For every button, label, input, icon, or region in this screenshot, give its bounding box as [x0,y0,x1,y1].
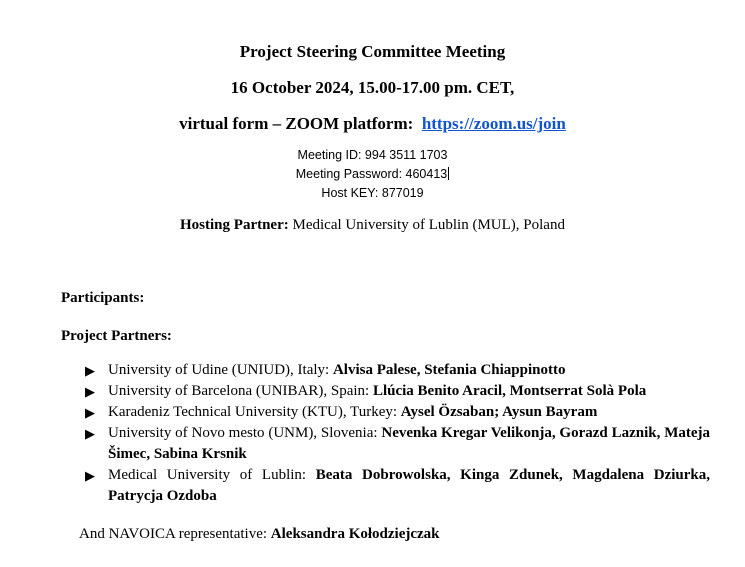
bullet-icon: ▶ [85,426,95,441]
navoica-name: Aleksandra Kołodziejczak [270,526,440,542]
partner-org: University of Barcelona (UNIBAR), Spain: [108,383,373,399]
participants-heading: Participants: [61,290,145,306]
host-key: Host KEY: 877019 [321,186,424,200]
list-item [85,381,710,402]
meeting-form-line [0,114,745,134]
hosting-partner-line [0,217,745,234]
zoom-link[interactable]: https://zoom.us/join [421,114,566,133]
bullet-icon: ▶ [85,468,95,483]
list-item [85,423,710,465]
list-item [85,402,710,423]
project-partners-heading: Project Partners: [61,328,172,344]
meeting-id: Meeting ID: 994 3511 1703 [297,148,448,162]
bullet-icon: ▶ [85,405,95,420]
partner-names: Nevenka Kregar Velikonja, Gorazd Laznik, Mateja Šimec, Sabina Krsnik [108,425,710,462]
partner-org: University of Udine (UNIUD), Italy: [108,362,333,378]
partners-list [85,360,710,507]
partner-names: Beata Dobrowolska, Kinga Zdunek, Magdalena Dziurka, Patrycja Ozdoba [108,467,710,504]
partner-names: Alvisa Palese, Stefania Chiappinotto [332,362,566,378]
partner-names: Aysel Özsaban; Aysun Bayram [400,404,598,420]
navoica-prefix: And NAVOICA representative: [79,526,268,542]
meeting-form-prefix: virtual form – ZOOM platform: [179,114,414,133]
bullet-icon: ▶ [85,384,95,399]
partner-org: University of Novo mesto (UNM), Slovenia: [108,425,382,441]
hosting-partner-value: Medical University of Lublin (MUL), Poland [292,217,565,233]
partner-org: Karadeniz Technical University (KTU), Turkey: [108,404,401,420]
meeting-password-line [0,167,745,181]
hosting-partner-label: Hosting Partner: [180,217,289,233]
text-cursor [448,167,449,180]
list-item [85,360,710,381]
bullet-icon: ▶ [85,363,95,378]
list-item [85,465,710,507]
meeting-password: Meeting Password: 460413 [295,167,448,181]
meeting-date: 16 October 2024, 15.00-17.00 pm. CET, [230,78,515,97]
meeting-title: Project Steering Committee Meeting [239,42,506,61]
partner-org: Medical University of Lublin: [108,467,316,483]
partner-names: Llúcia Benito Aracil, Montserrat Solà Pola [372,383,647,399]
navoica-line [79,526,440,543]
